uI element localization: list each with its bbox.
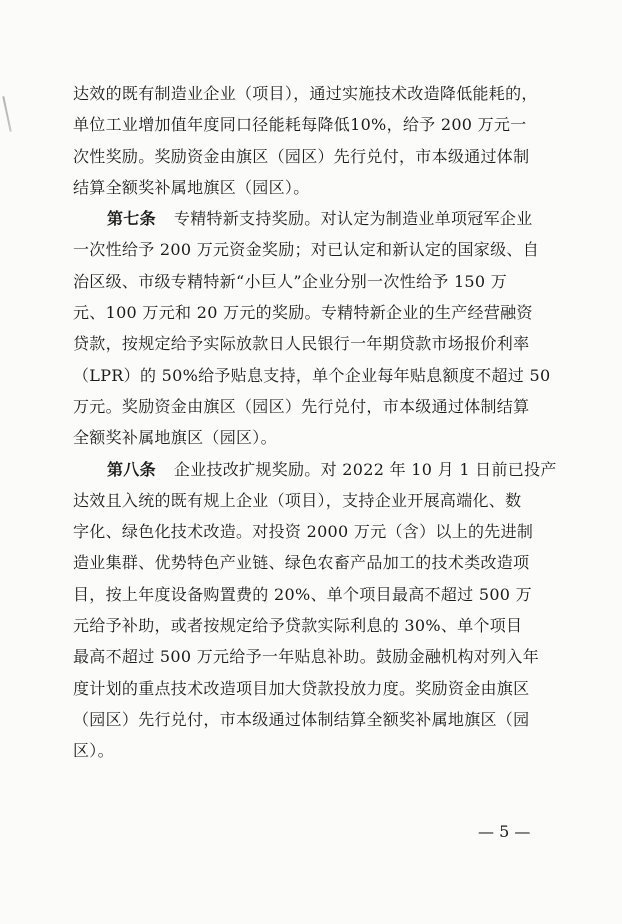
text-line: 达效的既有制造业企业（项目），通过实施技术改造降低能耗的，	[73, 84, 538, 103]
article-text: 专精特新支持奖励。对认定为制造业单项冠军企业	[173, 209, 533, 229]
text-line: 达效且入统的既有规上企业（项目），支持企业开展高端化、数	[73, 490, 522, 510]
text-line: 元给予补助，或者按规定给予贷款实际利息的 30%、单个项目	[73, 616, 523, 636]
page-number: — 5 —	[478, 822, 531, 841]
document-body	[73, 78, 588, 767]
text-line: （园区）先行兑付，市本级通过体制结算全额奖补属地旗区（园	[73, 709, 530, 729]
text-line: （LPR）的 50%给予贴息支持，单个企业每年贴息额度不超过 50	[73, 365, 551, 385]
article-label: 第八条	[107, 459, 156, 479]
text-line: 单位工业增加值年度同口径能耗每降低10%，给予 200 万元一	[73, 115, 527, 135]
text-line: 最高不超过 500 万元给予一年贴息补助。鼓励金融机构对列入年	[73, 647, 540, 667]
text-line: 一次性给予 200 万元资金奖励；对已认定和新认定的国家级、自	[73, 240, 540, 260]
article-label: 第七条	[107, 209, 156, 229]
article-7-first-line	[73, 203, 588, 234]
text-line: 治区级、市级专精特新“小巨人”企业分别一次性给予 150 万	[73, 271, 508, 291]
article-8-first-line	[73, 454, 588, 485]
text-line: 元、100 万元和 20 万元的奖励。专精特新企业的生产经营融资	[73, 303, 533, 323]
text-line: 贷款，按规定给予实际放款日人民银行一年期贷款市场报价利率	[73, 334, 530, 354]
text-line: 次性奖励。奖励资金由旗区（园区）先行兑付，市本级通过体制	[73, 146, 530, 166]
scan-artifact-mark	[2, 96, 11, 132]
article-text: 企业技改扩规奖励。对 2022 年 10 月 1 日前已投产	[173, 459, 557, 479]
text-line: 目，按上年度设备购置费的 20%、单个项目最高不超过 500 万	[73, 584, 532, 604]
text-line: 区）。	[73, 741, 114, 761]
text-line: 字化、绿色化技术改造。对投资 2000 万元（含）以上的先进制	[73, 522, 534, 542]
text-line: 结算全额奖补属地旗区（园区）。	[73, 177, 310, 197]
text-line: 万元。奖励资金由旗区（园区）先行兑付，市本级通过体制结算	[73, 396, 530, 416]
text-line: 造业集群、优势特色产业链、绿色农畜产品加工的技术类改造项	[73, 553, 530, 573]
text-line: 全额奖补属地旗区（园区）。	[73, 428, 277, 448]
text-line: 度计划的重点技术改造项目加大贷款投放力度。奖励资金由旗区	[73, 678, 530, 698]
